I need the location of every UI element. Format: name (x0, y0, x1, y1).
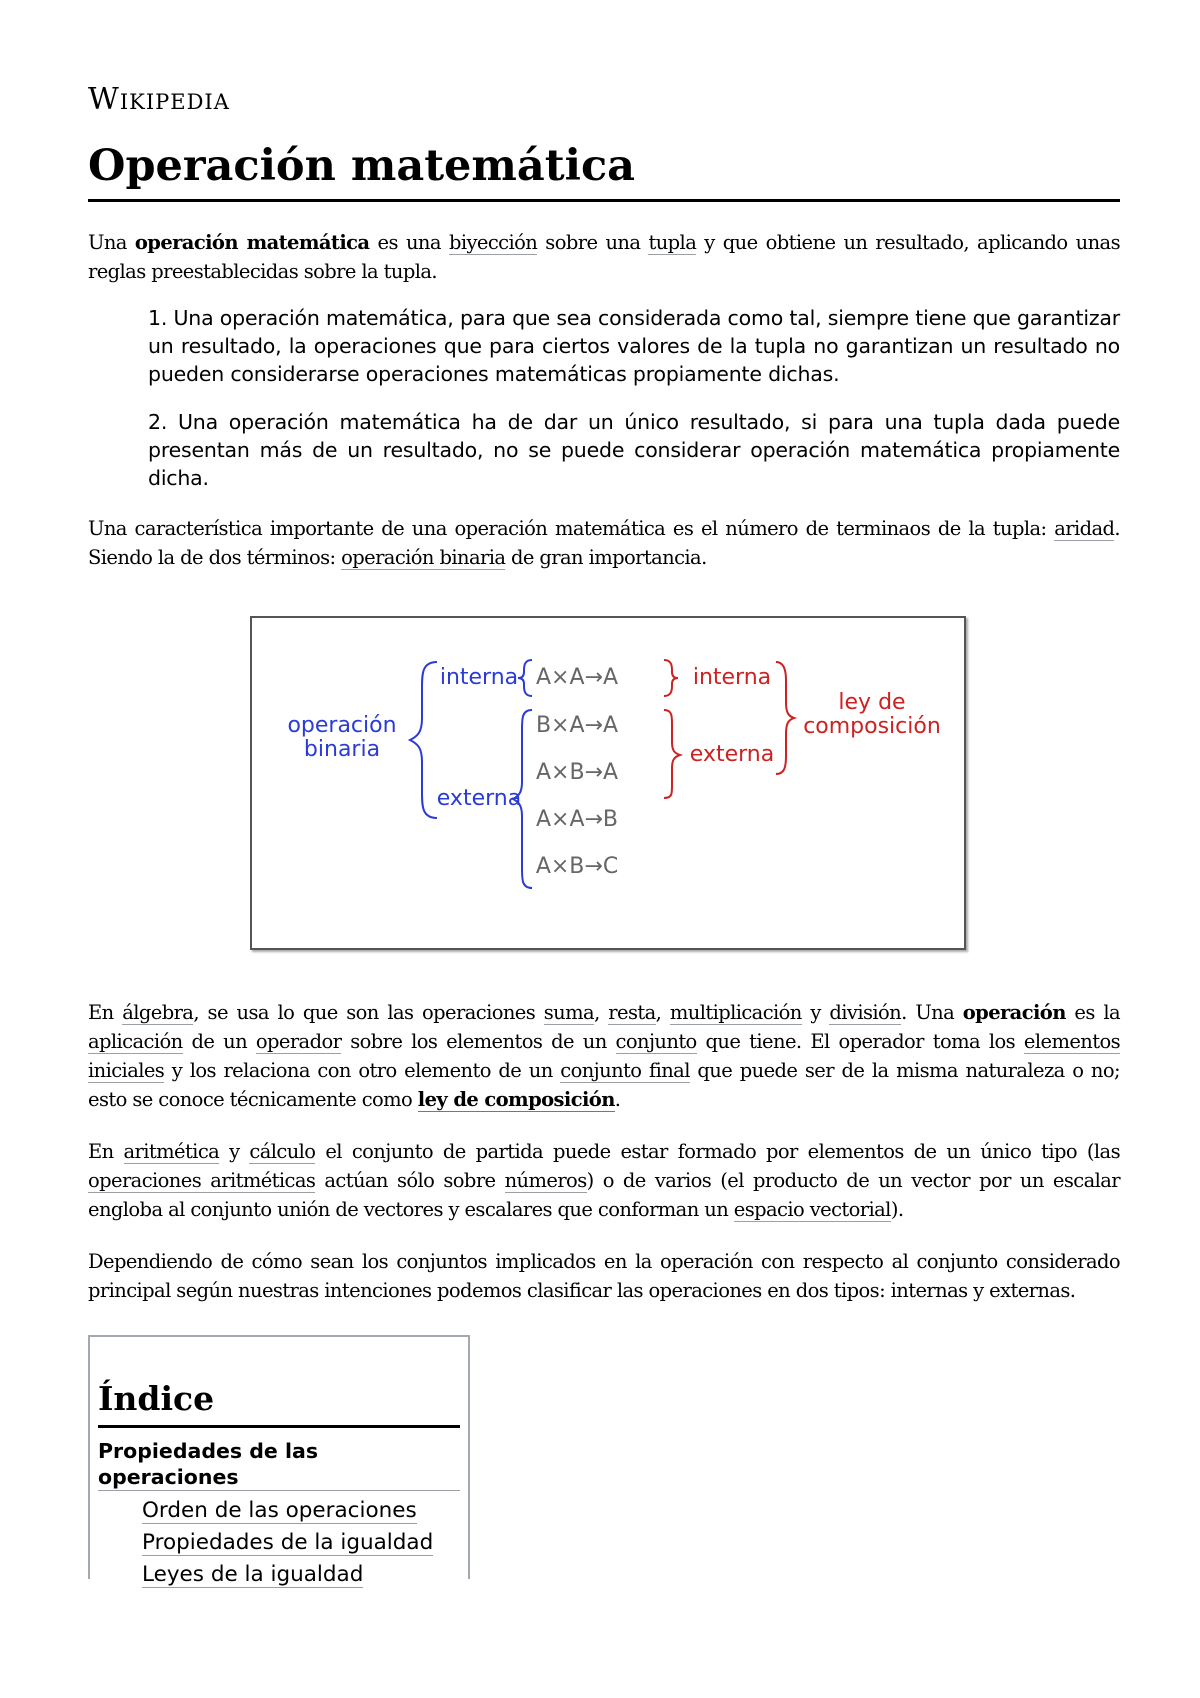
label-interna-blue: interna (439, 665, 519, 691)
list-item: 1. Una operación matemática, para que sea considerada como tal, siempre tiene que garantizar un resultado, la operaciones que para ciertos valores de la tupla no garantizan un resultado no pueden considerarse operaciones matemáticas propiamente dichas. (148, 306, 1120, 387)
link-conjunto[interactable]: conjunto (615, 1030, 697, 1054)
link-calculo[interactable]: cálculo (249, 1140, 316, 1164)
link-operacion-binaria[interactable]: operación binaria (341, 546, 506, 570)
link-resta[interactable]: resta (608, 1001, 656, 1025)
brace-red-ley-icon (776, 662, 794, 774)
link-aridad[interactable]: aridad (1054, 517, 1115, 541)
intro-paragraph: Una operación matemática es una biyección sobre una tupla y que obtiene un resultado, aplicando unas reglas preestablecidas sobre la tupla. (88, 231, 1120, 284)
arithmetic-paragraph: En aritmética y cálculo el conjunto de partida puede estar formado por elementos de un único tipo (las operaciones aritméticas actúan sólo sobre números) o de varios (el producto de un vector por un escalar engloba al conjunto unión de vectores y escalares que conforman un espacio vectorial). (88, 1140, 1120, 1222)
link-multiplicacion[interactable]: multiplicación (669, 1001, 802, 1025)
formula-1: A×A→A (535, 665, 619, 691)
link-conjunto-final[interactable]: conjunto final (560, 1059, 690, 1083)
bold-term: operación (962, 1001, 1066, 1025)
toc-section-link[interactable]: Propiedades de las operaciones (98, 1438, 460, 1491)
toc-title: Índice (98, 1377, 460, 1428)
link-elementos-iniciales[interactable]: elementos iniciales (88, 1030, 1121, 1083)
label-ley: ley de (838, 690, 906, 716)
link-operador[interactable]: operador (255, 1030, 342, 1054)
label-externa-blue: externa (436, 786, 522, 812)
formula-3: A×B→A (535, 760, 619, 786)
algebra-paragraph: En álgebra, se usa lo que son las operaciones suma, resta, multiplicación y división. Una operación es la aplicación de un operador sobre los elementos de un conjunto que tiene. El operador toma los elementos iniciales y los relaciona con otro elemento de un conjunto final que puede ser de la misma naturaleza o no; esto se conoce técnicamente como ley de composición. (88, 1001, 1121, 1112)
toc-item[interactable]: Propiedades de la igualdad (142, 1530, 434, 1556)
link-aplicacion[interactable]: aplicación (88, 1030, 183, 1054)
bold-term: operación matemática (134, 231, 370, 255)
label-operacion: operación (287, 713, 397, 739)
list-item: 2. Una operación matemática ha de dar un único resultado, si para una tupla dada puede presentan más de un resultado, no se puede considerar operación matemática propiamente dicha. (148, 410, 1120, 491)
rules-list (148, 304, 1120, 492)
link-division[interactable]: división (829, 1001, 902, 1025)
toc-item[interactable]: Orden de las operaciones (142, 1498, 417, 1524)
link-operaciones-aritmeticas[interactable]: operaciones aritméticas (88, 1169, 316, 1193)
link-aritmetica[interactable]: aritmética (123, 1140, 220, 1164)
label-binaria: binaria (303, 737, 381, 763)
link-biyeccion[interactable]: biyección (448, 231, 538, 255)
brace-interna-icon (518, 660, 532, 696)
label-interna-red: interna (692, 665, 772, 691)
operation-diagram[interactable] (250, 616, 966, 950)
formula-4: A×A→B (535, 807, 619, 833)
article-page (88, 80, 1121, 1588)
page-title: Operación matemática (88, 142, 1120, 202)
formula-5: A×B→C (535, 854, 619, 880)
brace-binaria-icon (410, 662, 437, 818)
brace-red-externa-icon (664, 710, 680, 798)
formula-2: B×A→A (535, 713, 619, 739)
link-ley-de-composicion[interactable]: ley de composición (417, 1088, 615, 1112)
table-of-contents (88, 1335, 470, 1588)
link-algebra[interactable]: álgebra (122, 1001, 194, 1025)
diagram-svg (252, 618, 964, 948)
label-externa-red: externa (689, 742, 775, 768)
link-espacio-vectorial[interactable]: espacio vectorial (733, 1198, 891, 1222)
toc-item[interactable]: Leyes de la igualdad (142, 1562, 364, 1588)
types-paragraph: Dependiendo de cómo sean los conjuntos implicados en la operación con respecto al conjunto considerado principal según nuestras intenciones podemos clasificar las operaciones en dos tipos: internas y externas. (88, 1250, 1120, 1303)
arity-paragraph: Una característica importante de una operación matemática es el número de terminaos de la tupla: aridad. Siendo la de dos términos: operación binaria de gran importancia. (88, 517, 1120, 570)
label-composicion: composición (803, 714, 941, 740)
link-numeros[interactable]: números (504, 1169, 587, 1193)
link-tupla[interactable]: tupla (648, 231, 697, 255)
brace-red-interna-icon (664, 660, 678, 696)
link-suma[interactable]: suma (543, 1001, 595, 1025)
wikipedia-logo[interactable]: Wikipedia (88, 82, 230, 117)
